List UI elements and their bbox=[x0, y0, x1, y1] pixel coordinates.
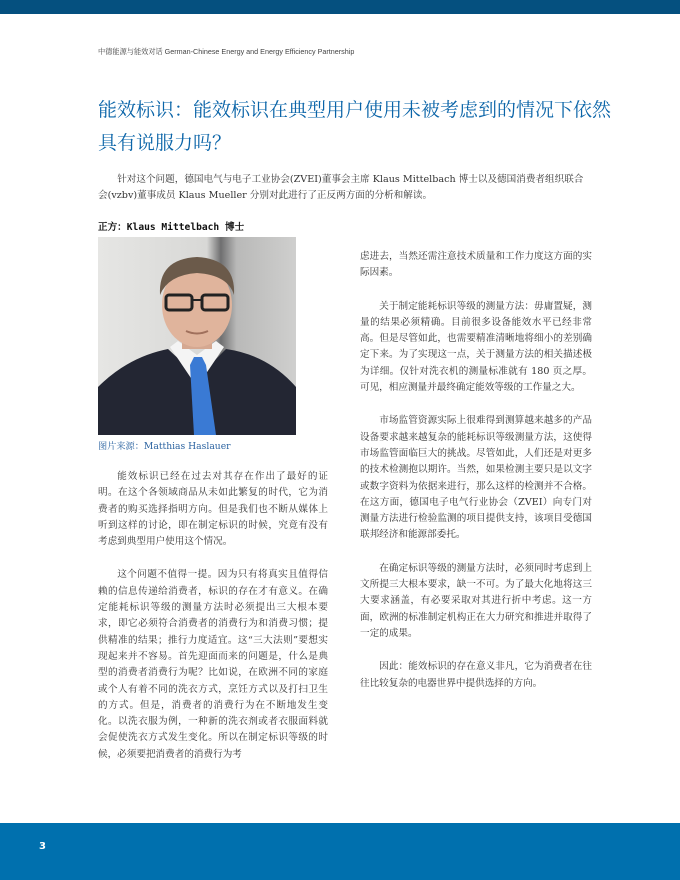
top-bar bbox=[0, 0, 680, 14]
pro-section-heading: 正方：Klaus Mittelbach 博士 bbox=[98, 222, 245, 233]
portrait-photo bbox=[98, 237, 296, 435]
article-title: 能效标识：能效标识在典型用户使用未被考虑到的情况下依然具有说服力吗？ bbox=[98, 99, 612, 154]
article-intro: 针对这个问题，德国电气与电子工业协会(ZVEI)董事会主席 Klaus Mittelbach 博士以及德国消费者组织联合会(vzbv)董事成员 Klaus Mueller 分别对此进行了正反两方面的分析和解读。 bbox=[98, 174, 584, 201]
right-column bbox=[360, 249, 592, 709]
left-column bbox=[98, 469, 328, 780]
photo-caption: 图片来源：Matthias Haslauer bbox=[98, 441, 231, 452]
paragraph: 关于制定能耗标识等级的测量方法：毋庸置疑，测量的结果必须精确。目前很多设备能效水平已经非常高。但是尽管如此，也需要精准清晰地将细小的差别确定下来。为了实现这一点，关于测量方法的相关描述极为详细。仅针对洗衣机的测量标准就有 180 页之厚。可见，相应测量并最终确定能效等级的工作量之大。 bbox=[360, 300, 592, 394]
paragraph: 因此：能效标识的存在意义非凡，它为消费者在往往比较复杂的电器世界中提供选择的方向。 bbox=[360, 661, 592, 689]
footer-bar bbox=[0, 823, 680, 880]
paragraph: 虑进去，当然还需注意技术质量和工作力度这方面的实际因素。 bbox=[360, 251, 592, 279]
page-number: 3 bbox=[39, 841, 46, 852]
running-head: 中德能源与能效对话 German-Chinese Energy and Energy Efficiency Partnership bbox=[98, 47, 355, 56]
paragraph: 市场监管资源实际上很难得到测算越来越多的产品设备要求越来越复杂的能耗标识等级测量方法，这使得市场监管面临巨大的挑战。尽管如此，人们还是对更多的技术检测抱以期许。当然，如果检测主要只是以文字或数字资料为依据来进行，那么这样的检测并不合格。在这方面，德国电子电气行业协会（ZVEI）向专门对测量方法进行检验监测的项目提供支持，该项目受德国联邦经济和能源部委托。 bbox=[360, 415, 592, 541]
portrait-illustration bbox=[98, 237, 296, 435]
paragraph: 能效标识已经在过去对其存在作出了最好的证明。在这个各领域商品从未如此繁复的时代，它为消费者的购买选择指明方向。但是我们也不断从媒体上听到这样的讨论，即在制定标识的时候，究竟有没有考虑到典型用户使用这个情况。 bbox=[98, 471, 328, 548]
paragraph: 这个问题不值得一提。因为只有将真实且值得信赖的信息传递给消费者，标识的存在才有意义。在确定能耗标识等级的测量方法时必须提出三大根本要求，即它必须符合消费者的消费行为和消费习惯；提供精准的结果；推行力度适宜。这“三大法则”要想实现起来并不容易。首先迎面而来的问题是，什么是典型的消费者消费行为呢？比如说，在欧洲不同的家庭或个人有着不同的洗衣方式，烹饪方式以及打扫卫生的方式。但是，消费者的消费行为在不断地发生变化。以洗衣服为例，一种新的洗衣剂或者衣服面料就会促使洗衣方式发生变化。所以在制定标识等级的时候，必须要把消费者的消费行为考 bbox=[98, 569, 328, 760]
paragraph: 在确定标识等级的测量方法时，必须同时考虑到上文所提三大根本要求，缺一不可。为了最大化地将这三大要求涵盖，有必要采取对其进行折中考虑。这一方面，欧洲的标准制定机构正在大力研究和推进并取得了一定的成果。 bbox=[360, 562, 592, 639]
